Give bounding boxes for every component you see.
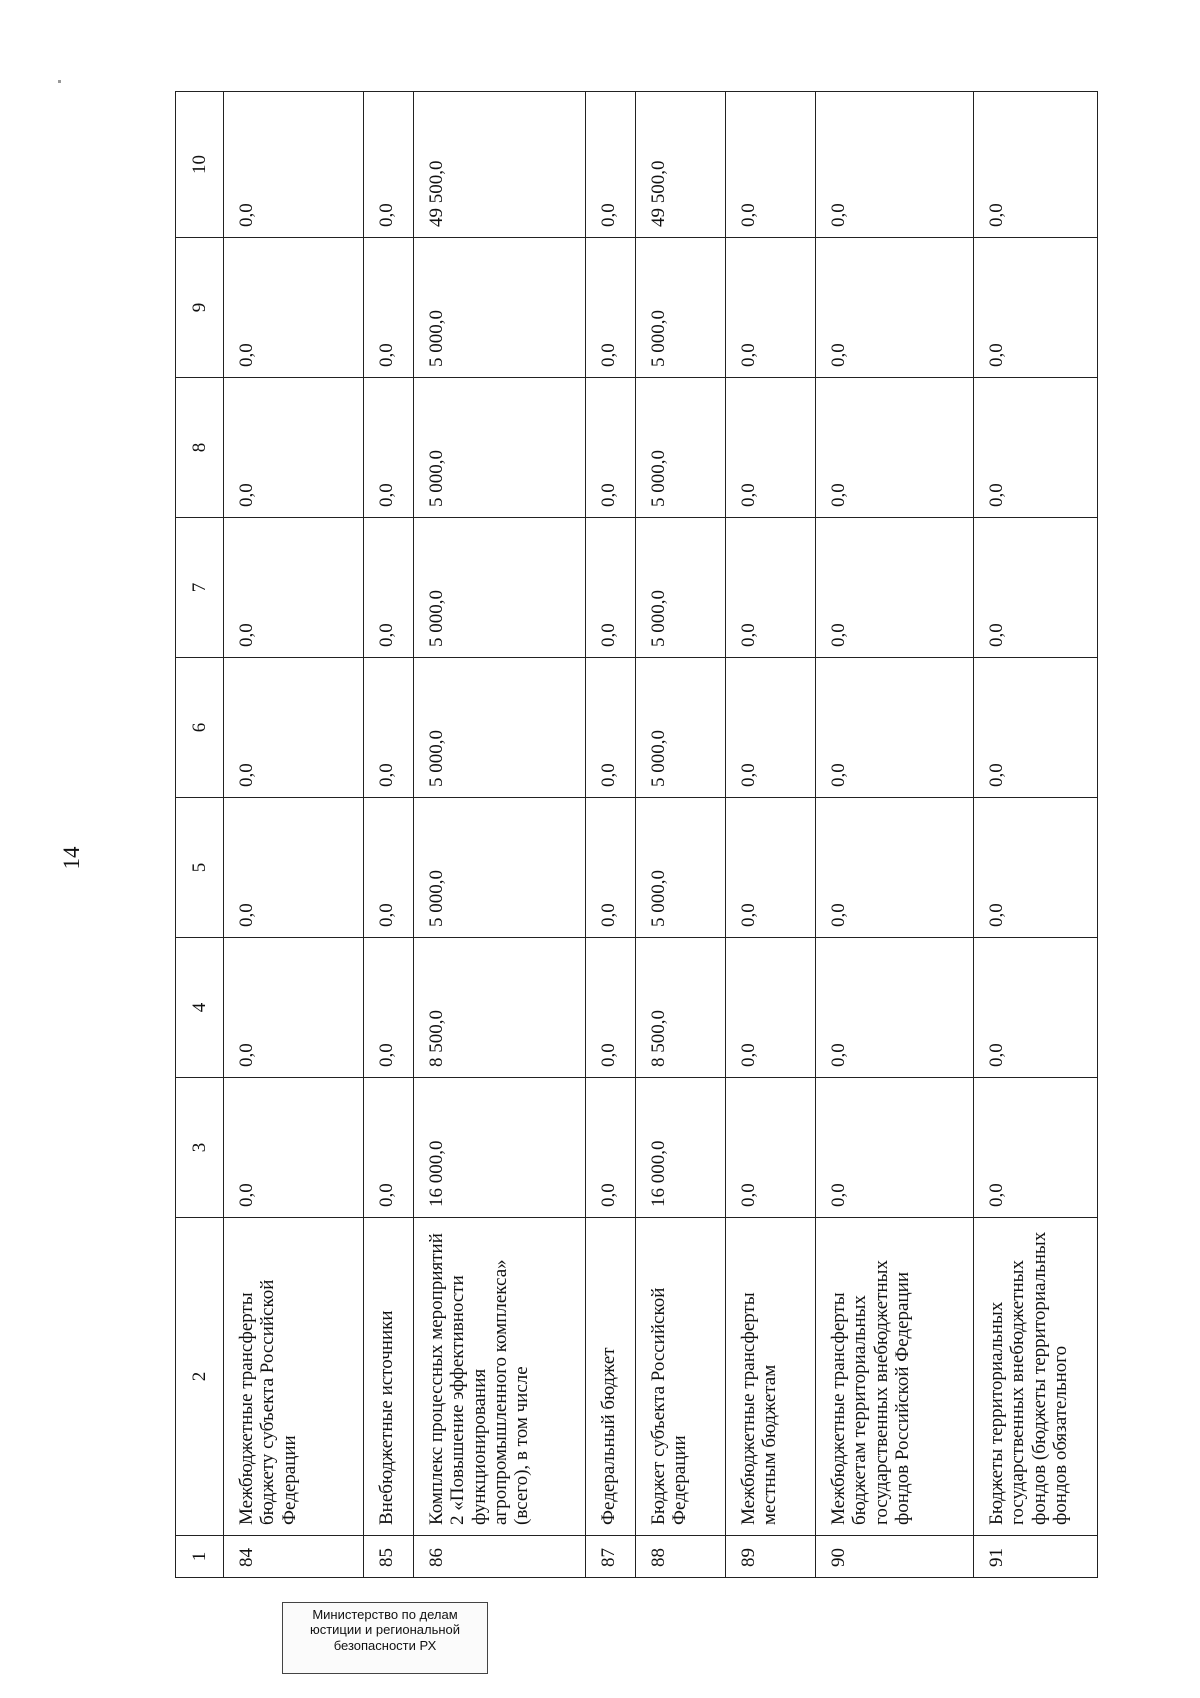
value-cell: 0,0: [586, 238, 636, 378]
row-name-cell: Межбюджетные трансферты бюджетам территориальных государственных внебюджетных фондов Российской Федерации: [816, 1218, 974, 1536]
value-cell: 0,0: [586, 378, 636, 518]
header-cell: 5: [176, 798, 224, 938]
header-cell: 10: [176, 92, 224, 238]
value-cell: 0,0: [224, 938, 364, 1078]
value-cell: 5 000,0: [636, 798, 726, 938]
table-row: [224, 92, 364, 1578]
value-cell: 0,0: [364, 238, 414, 378]
table-row: [364, 92, 414, 1578]
value-cell: 0,0: [726, 798, 816, 938]
table-row: [974, 92, 1098, 1578]
row-name-cell: Межбюджетные трансферты бюджету субъекта Российской Федерации: [224, 1218, 364, 1536]
header-cell: 8: [176, 378, 224, 518]
value-cell: 0,0: [224, 378, 364, 518]
value-cell: 5 000,0: [636, 658, 726, 798]
value-cell: 0,0: [816, 798, 974, 938]
table-row: [414, 92, 586, 1578]
header-cell: 6: [176, 658, 224, 798]
row-name-cell: Межбюджетные трансферты местным бюджетам: [726, 1218, 816, 1536]
value-cell: 8 500,0: [414, 938, 586, 1078]
stamp-line: безопасности РХ: [333, 1637, 437, 1653]
value-cell: 5 000,0: [414, 798, 586, 938]
row-number-cell: 90: [816, 1536, 974, 1578]
rotated-table-frame: [175, 92, 1097, 1578]
row-number-cell: 86: [414, 1536, 586, 1578]
table-header-row: [176, 92, 224, 1578]
value-cell: 0,0: [726, 378, 816, 518]
table-row: [726, 92, 816, 1578]
row-number-cell: 88: [636, 1536, 726, 1578]
ministry-stamp: [282, 1602, 488, 1674]
row-name-cell: Комплекс процессных мероприятий 2 «Повышение эффективности функционирования агропромышленного комплекса» (всего), в том числе: [414, 1218, 586, 1536]
value-cell: 0,0: [364, 92, 414, 238]
value-cell: 0,0: [974, 658, 1098, 798]
row-name-cell: Внебюджетные источники: [364, 1218, 414, 1536]
value-cell: 5 000,0: [414, 658, 586, 798]
value-cell: 0,0: [364, 378, 414, 518]
value-cell: 0,0: [816, 238, 974, 378]
header-cell: 9: [176, 238, 224, 378]
value-cell: 8 500,0: [636, 938, 726, 1078]
value-cell: 5 000,0: [414, 378, 586, 518]
value-cell: 0,0: [816, 938, 974, 1078]
value-cell: 0,0: [974, 938, 1098, 1078]
value-cell: 0,0: [726, 92, 816, 238]
value-cell: 0,0: [364, 1078, 414, 1218]
budget-table: [175, 91, 1098, 1578]
header-cell: 2: [176, 1218, 224, 1536]
value-cell: 0,0: [974, 1078, 1098, 1218]
value-cell: 0,0: [364, 938, 414, 1078]
value-cell: 0,0: [726, 518, 816, 658]
page-number: 14: [59, 846, 84, 870]
value-cell: 49 500,0: [636, 92, 726, 238]
value-cell: 0,0: [816, 518, 974, 658]
value-cell: 0,0: [224, 798, 364, 938]
row-number-cell: 84: [224, 1536, 364, 1578]
row-number-cell: 89: [726, 1536, 816, 1578]
value-cell: 0,0: [726, 938, 816, 1078]
value-cell: 0,0: [974, 798, 1098, 938]
value-cell: 0,0: [586, 1078, 636, 1218]
row-number-cell: 85: [364, 1536, 414, 1578]
value-cell: 0,0: [224, 238, 364, 378]
value-cell: 5 000,0: [636, 378, 726, 518]
value-cell: 0,0: [726, 658, 816, 798]
value-cell: 0,0: [586, 92, 636, 238]
header-cell: 1: [176, 1536, 224, 1578]
table-row: [586, 92, 636, 1578]
value-cell: 5 000,0: [636, 238, 726, 378]
value-cell: 0,0: [726, 1078, 816, 1218]
value-cell: 16 000,0: [636, 1078, 726, 1218]
value-cell: 0,0: [224, 518, 364, 658]
value-cell: 0,0: [816, 1078, 974, 1218]
header-cell: 3: [176, 1078, 224, 1218]
table-row: [816, 92, 974, 1578]
header-cell: 4: [176, 938, 224, 1078]
value-cell: 0,0: [224, 92, 364, 238]
row-name-cell: Бюджеты территориальных государственных внебюджетных фондов (бюджеты территориальных фондов обязательного: [974, 1218, 1098, 1536]
value-cell: 0,0: [364, 518, 414, 658]
value-cell: 0,0: [364, 658, 414, 798]
value-cell: 16 000,0: [414, 1078, 586, 1218]
value-cell: 0,0: [586, 798, 636, 938]
scan-speck: [58, 80, 61, 83]
value-cell: 0,0: [816, 658, 974, 798]
value-cell: 0,0: [816, 92, 974, 238]
value-cell: 0,0: [364, 798, 414, 938]
value-cell: 5 000,0: [414, 518, 586, 658]
budget-table-container: [175, 92, 1097, 1578]
value-cell: 0,0: [586, 658, 636, 798]
value-cell: 0,0: [816, 378, 974, 518]
value-cell: 0,0: [974, 92, 1098, 238]
value-cell: 0,0: [224, 658, 364, 798]
row-number-cell: 87: [586, 1536, 636, 1578]
row-name-cell: Федеральный бюджет: [586, 1218, 636, 1536]
value-cell: 0,0: [974, 378, 1098, 518]
value-cell: 0,0: [586, 938, 636, 1078]
row-number-cell: 91: [974, 1536, 1098, 1578]
value-cell: 0,0: [586, 518, 636, 658]
value-cell: 0,0: [726, 238, 816, 378]
row-name-cell: Бюджет субъекта Российской Федерации: [636, 1218, 726, 1536]
stamp-line: Министерство по делам: [312, 1607, 458, 1622]
value-cell: 0,0: [974, 518, 1098, 658]
table-row: [636, 92, 726, 1578]
value-cell: 5 000,0: [636, 518, 726, 658]
stamp-line: юстиции и региональной: [309, 1622, 461, 1638]
value-cell: 0,0: [224, 1078, 364, 1218]
value-cell: 49 500,0: [414, 92, 586, 238]
value-cell: 0,0: [974, 238, 1098, 378]
header-cell: 7: [176, 518, 224, 658]
value-cell: 5 000,0: [414, 238, 586, 378]
